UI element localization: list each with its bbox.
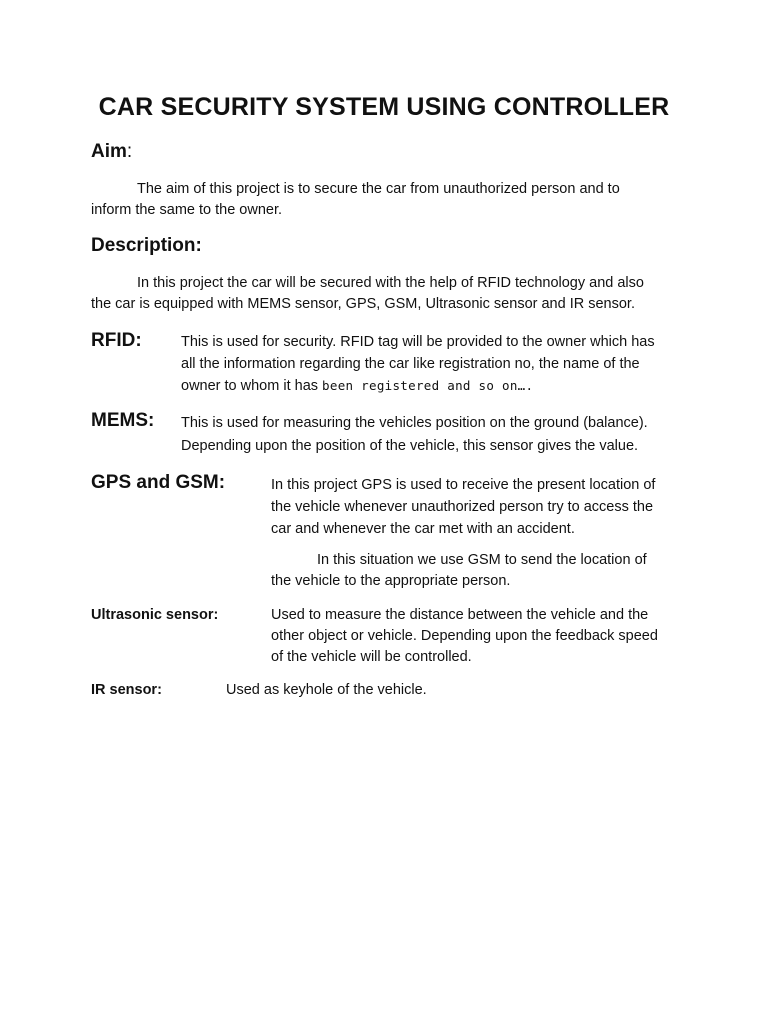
rfid-label: RFID: xyxy=(91,330,142,351)
aim-paragraph xyxy=(91,179,681,221)
gsm-definition xyxy=(271,550,681,592)
gps-gsm-label: GPS and GSM: xyxy=(91,472,226,493)
rfid-line-3-tail: been registered and so on…. xyxy=(322,378,534,393)
gps-line-2: the vehicle whenever unauthorized person try to access the xyxy=(271,499,654,515)
rfid-line-2: all the information regarding the car like registration no, the name of the xyxy=(181,356,640,372)
aim-heading xyxy=(91,139,132,165)
ultrasonic-line-3: of the vehicle will be controlled. xyxy=(271,649,472,665)
description-line-2: the car is equipped with MEMS sensor, GPS, GSM, Ultrasonic sensor and IR sensor. xyxy=(91,296,635,312)
mems-label: MEMS: xyxy=(91,410,155,431)
aim-heading-text: Aim xyxy=(91,141,127,162)
ultrasonic-label: Ultrasonic sensor: xyxy=(91,607,219,623)
ultrasonic-line-1: Used to measure the distance between the vehicle and the xyxy=(271,607,649,623)
rfid-definition xyxy=(181,331,681,397)
gps-definition xyxy=(271,474,681,540)
mems-definition xyxy=(181,412,681,458)
gps-line-1: In this project GPS is used to receive the present location of xyxy=(271,477,656,493)
description-line-1: In this project the car will be secured with the help of RFID technology and also xyxy=(137,275,644,291)
gps-line-3: car and whenever the car met with an accident. xyxy=(271,521,575,537)
mems-line-2: Depending upon the position of the vehicle, this sensor gives the value. xyxy=(181,438,639,454)
gsm-line-2: the vehicle to the appropriate person. xyxy=(271,573,511,589)
rfid-line-3-start: owner to whom it has xyxy=(181,378,323,394)
ir-label: IR sensor: xyxy=(91,682,162,698)
document-title: CAR SECURITY SYSTEM USING CONTROLLER xyxy=(98,93,670,121)
gsm-line-1: In this situation we use GSM to send the location of xyxy=(317,552,647,568)
rfid-line-1: This is used for security. RFID tag will be provided to the owner which has xyxy=(181,334,655,350)
mems-line-1: This is used for measuring the vehicles position on the ground (balance). xyxy=(181,415,648,431)
aim-line-2: inform the same to the owner. xyxy=(91,202,283,218)
ir-definition: Used as keyhole of the vehicle. xyxy=(226,682,427,698)
ultrasonic-definition xyxy=(271,605,681,668)
description-heading: Description: xyxy=(91,235,202,256)
aim-line-1: The aim of this project is to secure the car from unauthorized person and to xyxy=(137,181,620,197)
aim-heading-colon: : xyxy=(126,141,133,162)
description-paragraph xyxy=(91,273,681,315)
ultrasonic-line-2: other object or vehicle. Depending upon the feedback speed xyxy=(271,628,658,644)
rfid-line-3 xyxy=(181,375,681,397)
